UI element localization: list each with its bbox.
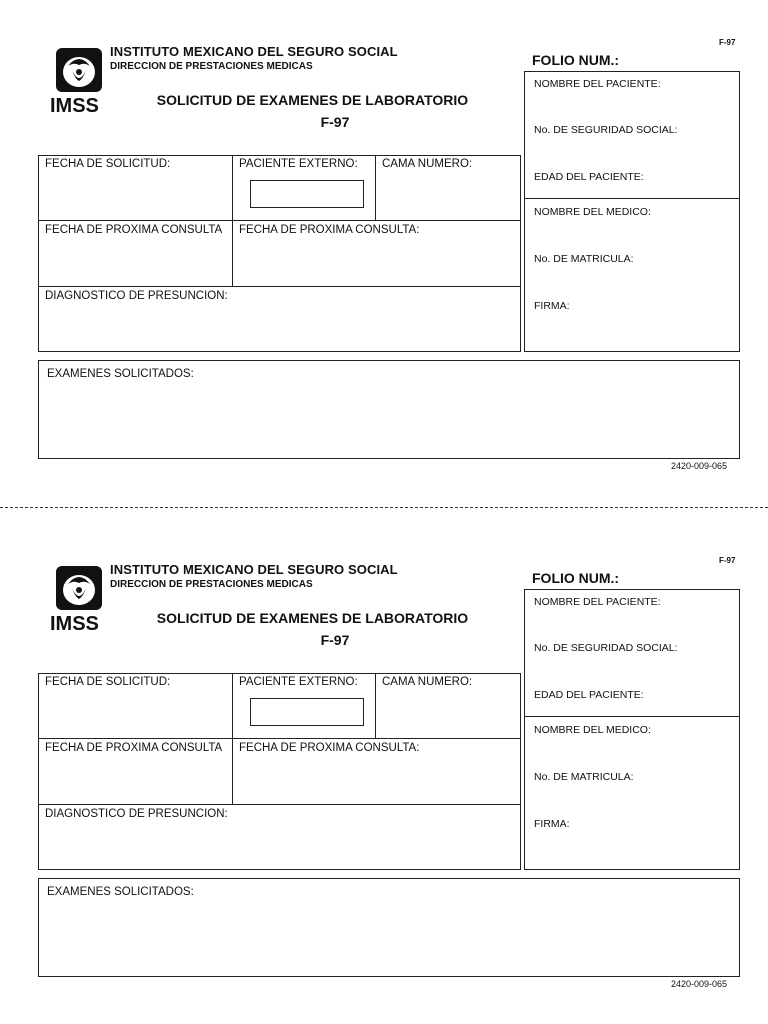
grid-divider <box>232 155 233 286</box>
grid-divider <box>375 155 376 220</box>
diagnostico-label: DIAGNOSTICO DE PRESUNCION: <box>45 808 228 820</box>
grid-divider <box>38 220 521 221</box>
form-title: SOLICITUD DE EXAMENES DE LABORATORIO <box>156 92 469 108</box>
logo-text: IMSS <box>50 613 99 634</box>
edad-paciente-label: EDAD DEL PACIENTE: <box>534 689 644 701</box>
institution-name: INSTITUTO MEXICANO DEL SEGURO SOCIAL <box>110 44 398 59</box>
firma-label: FIRMA: <box>534 300 570 312</box>
nombre-paciente-label: NOMBRE DEL PACIENTE: <box>534 78 661 90</box>
form-code: F-97 <box>320 632 350 648</box>
form-title: SOLICITUD DE EXAMENES DE LABORATORIO <box>156 610 469 626</box>
paciente-externo-label: PACIENTE EXTERNO: <box>239 676 358 688</box>
folio-label: FOLIO NUM.: <box>532 52 620 68</box>
panel-divider <box>524 716 740 717</box>
institution-subdivision: DIRECCION DE PRESTACIONES MEDICAS <box>110 579 313 590</box>
cama-numero-label: CAMA NUMERO: <box>382 158 473 170</box>
form-copy-top <box>0 0 768 480</box>
nombre-medico-label: NOMBRE DEL MEDICO: <box>534 724 651 736</box>
matricula-label: No. DE MATRICULA: <box>534 253 634 265</box>
nombre-paciente-label: NOMBRE DEL PACIENTE: <box>534 596 661 608</box>
form-code: F-97 <box>320 114 350 130</box>
examenes-label: EXAMENES SOLICITADOS: <box>47 886 194 898</box>
fecha-solicitud-label: FECHA DE SOLICITUD: <box>45 158 171 170</box>
reference-code: 2420-009-065 <box>671 979 728 989</box>
reference-code: 2420-009-065 <box>671 461 728 471</box>
form-copy-bottom <box>0 518 768 998</box>
fecha-proxima-consulta-label: FECHA DE PROXIMA CONSULTA <box>45 224 223 236</box>
diagnostico-label: DIAGNOSTICO DE PRESUNCION: <box>45 290 228 302</box>
corner-form-code: F-97 <box>719 556 736 565</box>
cut-line <box>0 507 768 508</box>
paciente-externo-input[interactable] <box>250 180 364 208</box>
firma-label: FIRMA: <box>534 818 570 830</box>
paciente-externo-label: PACIENTE EXTERNO: <box>239 158 358 170</box>
imss-logo <box>50 46 110 116</box>
institution-name: INSTITUTO MEXICANO DEL SEGURO SOCIAL <box>110 562 398 577</box>
fecha-solicitud-label: FECHA DE SOLICITUD: <box>45 676 171 688</box>
paciente-externo-input[interactable] <box>250 698 364 726</box>
edad-paciente-label: EDAD DEL PACIENTE: <box>534 171 644 183</box>
fecha-proxima-consulta-label-2: FECHA DE PROXIMA CONSULTA: <box>239 742 420 754</box>
fecha-proxima-consulta-label-2: FECHA DE PROXIMA CONSULTA: <box>239 224 420 236</box>
grid-divider <box>38 286 521 287</box>
corner-form-code: F-97 <box>719 38 736 47</box>
imss-logo <box>50 564 110 634</box>
fecha-proxima-consulta-label: FECHA DE PROXIMA CONSULTA <box>45 742 223 754</box>
grid-divider <box>38 804 521 805</box>
nombre-medico-label: NOMBRE DEL MEDICO: <box>534 206 651 218</box>
folio-label: FOLIO NUM.: <box>532 570 620 586</box>
cama-numero-label: CAMA NUMERO: <box>382 676 473 688</box>
seguridad-social-label: No. DE SEGURIDAD SOCIAL: <box>534 124 678 136</box>
examenes-label: EXAMENES SOLICITADOS: <box>47 368 194 380</box>
seguridad-social-label: No. DE SEGURIDAD SOCIAL: <box>534 642 678 654</box>
panel-divider <box>524 198 740 199</box>
grid-divider <box>375 673 376 738</box>
logo-text: IMSS <box>50 95 99 116</box>
grid-divider <box>38 738 521 739</box>
matricula-label: No. DE MATRICULA: <box>534 771 634 783</box>
grid-divider <box>232 673 233 804</box>
institution-subdivision: DIRECCION DE PRESTACIONES MEDICAS <box>110 61 313 72</box>
